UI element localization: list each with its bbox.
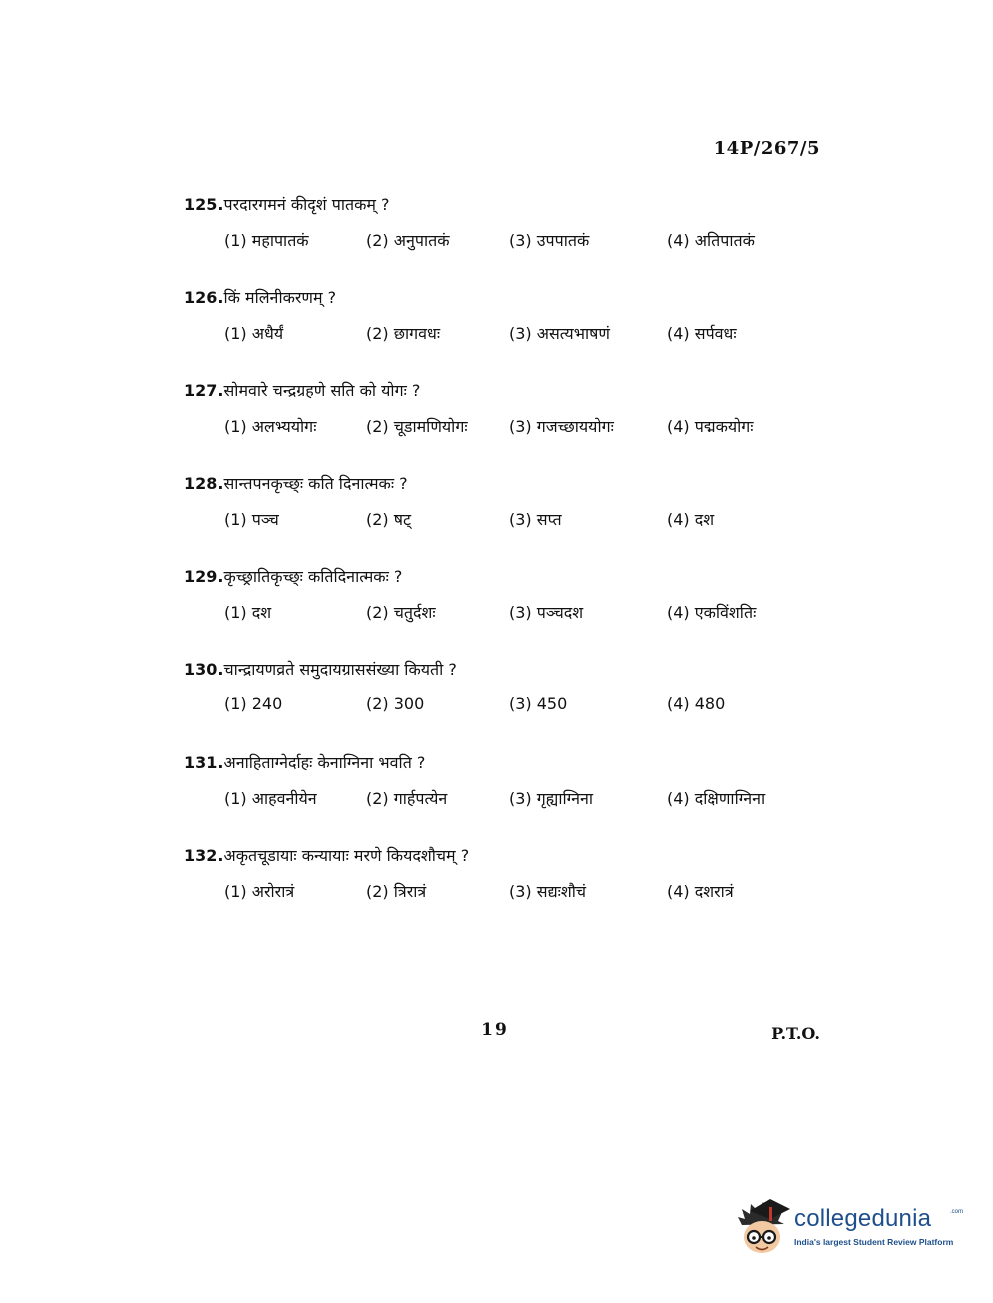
option-2: (2) छागवधः — [366, 324, 441, 343]
collegedunia-watermark — [736, 1197, 966, 1257]
option-3: (3) सद्यःशौचं — [509, 882, 587, 901]
option-2: (2) 300 — [366, 694, 425, 713]
option-4: (4) दशरात्रं — [667, 882, 734, 901]
option-3: (3) सप्त — [509, 510, 562, 529]
option-4: (4) एकविंशतिः — [667, 603, 757, 622]
option-4: (4) 480 — [667, 694, 726, 713]
question-number: 126. — [184, 288, 224, 307]
question-number: 128. — [184, 474, 224, 493]
student-mascot-icon — [736, 1197, 792, 1257]
brand-tagline: India's largest Student Review Platform — [794, 1237, 954, 1247]
option-3: (3) गृह्याग्निना — [509, 789, 594, 808]
question-number: 129. — [184, 567, 224, 586]
options — [184, 880, 824, 904]
question-number: 127. — [184, 381, 224, 400]
question-list — [184, 194, 824, 938]
option-2: (2) षट् — [366, 510, 412, 529]
pto-label: P.T.O. — [771, 1024, 820, 1043]
option-3: (3) उपपातकं — [509, 231, 590, 250]
question-130 — [184, 659, 824, 752]
brand-name: collegedunia — [794, 1205, 932, 1232]
option-1: (1) अरोरात्रं — [224, 882, 295, 901]
question-number: 125. — [184, 195, 224, 214]
option-2: (2) त्रिरात्रं — [366, 882, 427, 901]
question-125 — [184, 194, 824, 287]
question-number: 130. — [184, 660, 224, 679]
option-4: (4) दश — [667, 510, 715, 529]
question-126 — [184, 287, 824, 380]
question-131 — [184, 752, 824, 845]
paper-code: 14P/267/5 — [713, 138, 820, 159]
question-127 — [184, 380, 824, 473]
option-2: (2) चूडामणियोगः — [366, 417, 468, 436]
option-3: (3) असत्यभाषणं — [509, 324, 610, 343]
option-2: (2) गार्हपत्येन — [366, 789, 448, 808]
page-number: 19 — [481, 1020, 509, 1040]
question-text: सोमवारे चन्द्रग्रहणे सति को योगः ? — [223, 381, 421, 400]
option-1: (1) आहवनीयेन — [224, 789, 317, 808]
options — [184, 322, 824, 346]
question-text: परदारगमनं कीदृशं पातकम् ? — [223, 195, 390, 214]
question-text: किं मलिनीकरणम् ? — [223, 288, 337, 307]
option-1: (1) महापातकं — [224, 231, 309, 250]
option-4: (4) सर्पवधः — [667, 324, 737, 343]
question-number: 132. — [184, 846, 224, 865]
option-1: (1) पञ्च — [224, 510, 279, 529]
question-128 — [184, 473, 824, 566]
option-4: (4) पद्मकयोगः — [667, 417, 754, 436]
question-text: चान्द्रायणव्रते समुदायग्राससंख्या कियती ? — [223, 660, 457, 679]
option-3: (3) 450 — [509, 694, 568, 713]
options — [184, 508, 824, 532]
options — [184, 229, 824, 253]
option-3: (3) गजच्छाययोगः — [509, 417, 614, 436]
question-129 — [184, 566, 824, 659]
question-text: अकृतचूडायाः कन्यायाः मरणे कियदशौचम् ? — [223, 846, 470, 865]
options — [184, 601, 824, 625]
option-1: (1) अलभ्ययोगः — [224, 417, 317, 436]
option-3: (3) पञ्चदश — [509, 603, 584, 622]
option-2: (2) चतुर्दशः — [366, 603, 436, 622]
option-1: (1) अधैर्यं — [224, 324, 284, 343]
options — [184, 694, 824, 718]
question-number: 131. — [184, 753, 224, 772]
question-text: कृच्छ्रातिकृच्छ्ः कतिदिनात्मकः ? — [223, 567, 403, 586]
option-4: (4) दक्षिणाग्निना — [667, 789, 766, 808]
options — [184, 415, 824, 439]
brand-domain: .com — [950, 1209, 964, 1215]
options — [184, 787, 824, 811]
option-2: (2) अनुपातकं — [366, 231, 450, 250]
option-4: (4) अतिपातकं — [667, 231, 755, 250]
option-1: (1) दश — [224, 603, 272, 622]
question-text: अनाहिताग्नेर्दाहः केनाग्निना भवति ? — [223, 753, 426, 772]
question-132 — [184, 845, 824, 938]
question-text: सान्तपनकृच्छ्ः कति दिनात्मकः ? — [223, 474, 408, 493]
option-1: (1) 240 — [224, 694, 283, 713]
